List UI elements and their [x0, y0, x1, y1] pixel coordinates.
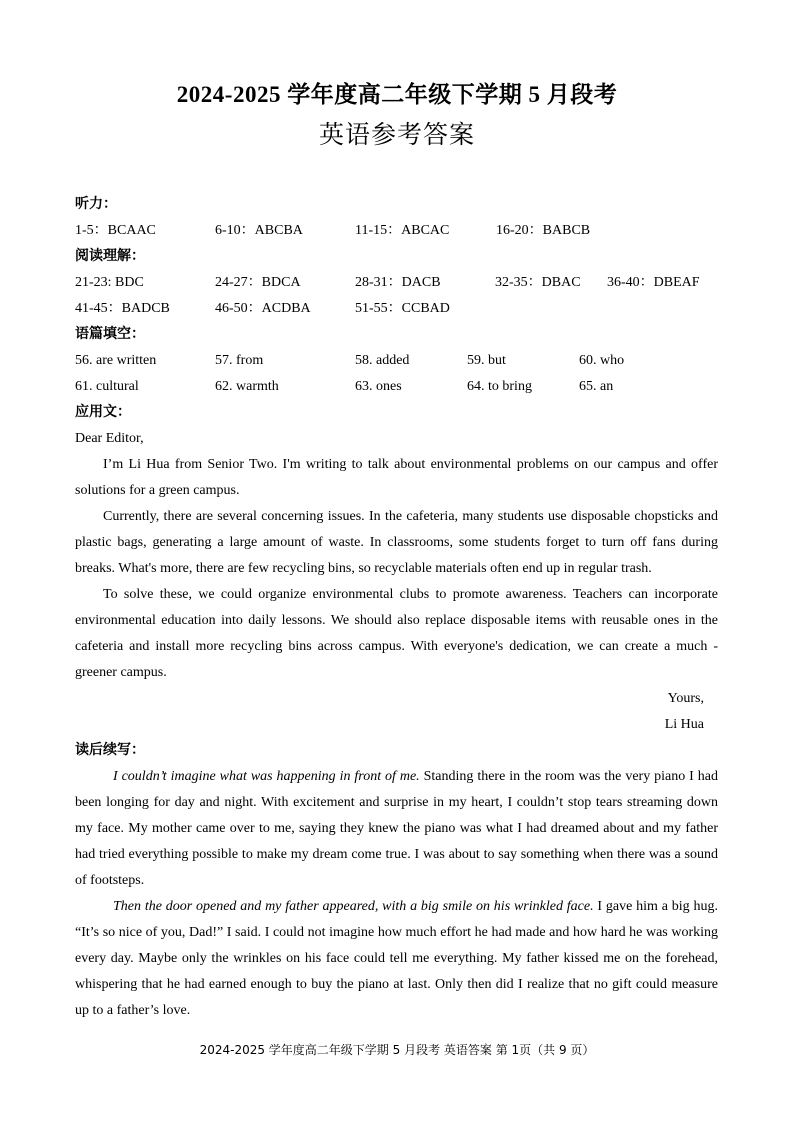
answer-item: 61. cultural	[75, 379, 139, 394]
story-body: Standing there in the room was the very piano I had been longing for day and night. With excitement and surprise in my heart, I couldn’t stop tears streaming down my face. My mother came over to me, saying they knew the piano was what I had dreamed about and my father had tried everything possible to make my dream come true. I was about to say something when there was a sound of footsteps.	[75, 769, 718, 888]
answer-item: 46-50：ACDBA	[215, 301, 311, 316]
listening-heading: 听力：	[75, 197, 117, 212]
answer-content	[75, 192, 718, 1024]
story-lead-sentence: I couldn’t imagine what was happening in front of me.	[113, 769, 420, 784]
answer-item: 59. but	[467, 353, 506, 368]
cloze-row	[75, 374, 718, 400]
page-footer: 2024-2025 学年度高二年级下学期 5 月段考 英语答案 第 1页（共 9 页）	[199, 1043, 595, 1057]
answer-item: 58. added	[355, 353, 410, 368]
letter-closing: Yours,	[667, 691, 704, 706]
story-paragraph	[75, 894, 718, 1024]
letter-signature: Li Hua	[664, 717, 704, 732]
answer-item: 64. to bring	[467, 379, 532, 394]
page-subtitle: 英语参考答案	[318, 122, 475, 149]
story-body: I gave him a big hug. “It’s so nice of you, Dad!” I said. I could not imagine how much effort he had made and how hard he was working every day. Maybe only the wrinkles on his face could tell me everything. My father kissed me on the forehead, whispering that he had earned enough to buy the piano at last. Only then did I realize that no gift could measure up to a father’s love.	[75, 899, 718, 1018]
letter-paragraph: I’m Li Hua from Senior Two. I'm writing to talk about environmental problems on our campus and offer solutions for a green campus.	[75, 457, 718, 498]
answer-item: 51-55：CCBAD	[355, 301, 450, 316]
continuation-heading: 读后续写：	[75, 743, 145, 758]
answer-item: 11-15：ABCAC	[355, 223, 450, 238]
answer-item: 6-10：ABCBA	[215, 223, 303, 238]
reading-row	[75, 296, 718, 322]
answer-item: 63. ones	[355, 379, 402, 394]
listening-row	[75, 218, 718, 244]
answer-item: 1-5：BCAAC	[75, 223, 156, 238]
reading-heading: 阅读理解：	[75, 249, 145, 264]
answer-item: 60. who	[579, 353, 625, 368]
reading-row	[75, 270, 718, 296]
answer-item: 57. from	[215, 353, 264, 368]
answer-item: 62. warmth	[215, 379, 279, 394]
answer-item: 56. are written	[75, 353, 157, 368]
letter-paragraph: To solve these, we could organize environmental clubs to promote awareness. Teachers can incorporate environmental education into daily lessons. We should also replace disposable items with reusable ones in the cafeteria and install more recycling bins across campus. With everyone's dedication, we can create a much - greener campus.	[75, 587, 718, 680]
story-lead-sentence: Then the door opened and my father appeared, with a big smile on his wrinkled face.	[113, 899, 594, 914]
story-paragraph	[75, 764, 718, 894]
answer-item: 28-31：DACB	[355, 275, 441, 290]
cloze-heading: 语篇填空：	[75, 327, 145, 342]
answer-item: 32-35：DBAC	[495, 275, 581, 290]
answer-item: 24-27：BDCA	[215, 275, 301, 290]
cloze-row	[75, 348, 718, 374]
page-title: 2024-2025 学年度高二年级下学期 5 月段考	[176, 82, 618, 107]
answer-item: 16-20：BABCB	[496, 223, 591, 238]
letter-paragraph: Currently, there are several concerning issues. In the cafeteria, many students use disposable chopsticks and plastic bags, generating a large amount of waste. In classrooms, some students forget to turn off fans during breaks. What's more, there are few recycling bins, so recyclable materials often end up in regular trash.	[75, 509, 718, 576]
writing-heading: 应用文：	[75, 405, 131, 420]
letter-salutation: Dear Editor,	[75, 431, 144, 446]
answer-item: 65. an	[579, 379, 614, 394]
answer-item: 21-23: BDC	[75, 275, 144, 290]
answer-item: 36-40：DBEAF	[607, 275, 700, 290]
answer-item: 41-45：BADCB	[75, 301, 170, 316]
